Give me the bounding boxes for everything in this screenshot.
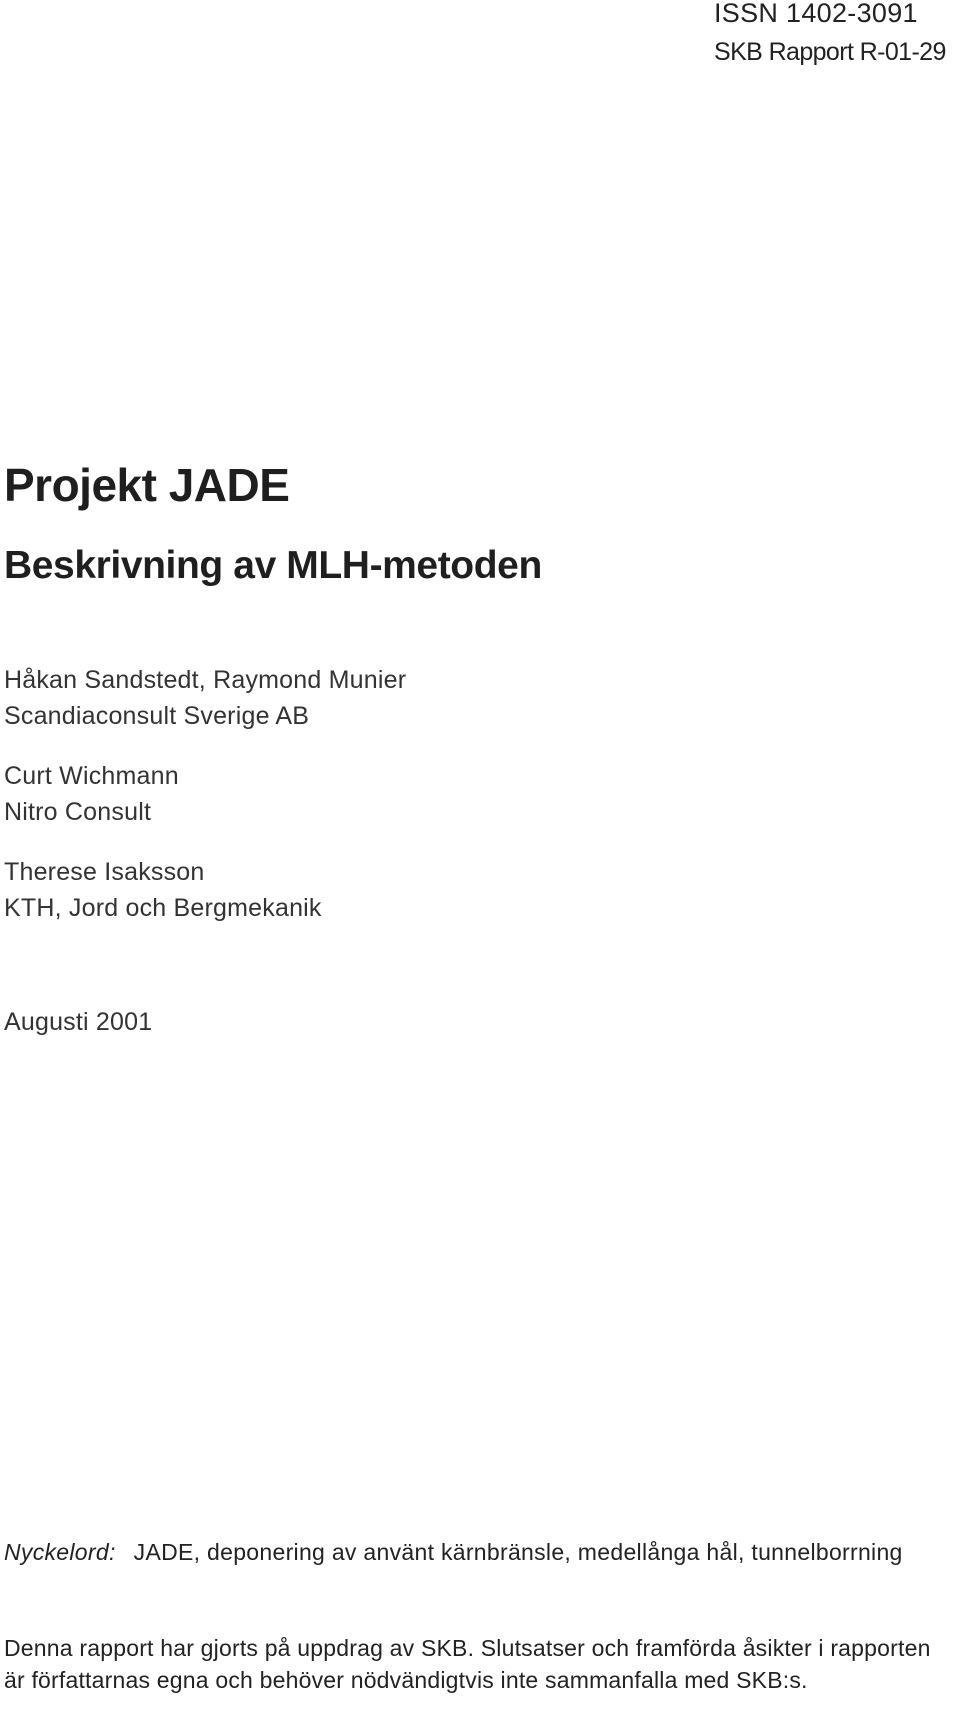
author-affiliation-2: Nitro Consult bbox=[4, 798, 152, 826]
report-number: SKB Rapport R-01-29 bbox=[714, 38, 946, 66]
author-names-1: Håkan Sandstedt, Raymond Munier bbox=[4, 666, 407, 694]
keywords-text: JADE, deponering av använt kärnbränsle, medellånga hål, tunnelborrning bbox=[133, 1539, 903, 1565]
author-affiliation-1: Scandiaconsult Sverige AB bbox=[4, 702, 310, 730]
keywords-label: Nyckelord: bbox=[4, 1539, 116, 1565]
keywords bbox=[4, 1536, 904, 1568]
page-title: Projekt JADE bbox=[4, 459, 290, 511]
page-subtitle: Beskrivning av MLH-metoden bbox=[4, 544, 542, 587]
author-affiliation-3: KTH, Jord och Bergmekanik bbox=[4, 894, 322, 922]
disclaimer-text: Denna rapport har gjorts på uppdrag av SKB. Slutsatser och framförda åsikter i rapporten är författarnas egna och behöver nödvändigtvis inte sammanfalla med SKB:s. bbox=[4, 1635, 931, 1693]
publication-date: Augusti 2001 bbox=[4, 1008, 153, 1036]
author-names-2: Curt Wichmann bbox=[4, 762, 179, 790]
issn-number: ISSN 1402-3091 bbox=[714, 0, 918, 28]
author-names-3: Therese Isaksson bbox=[4, 858, 205, 886]
